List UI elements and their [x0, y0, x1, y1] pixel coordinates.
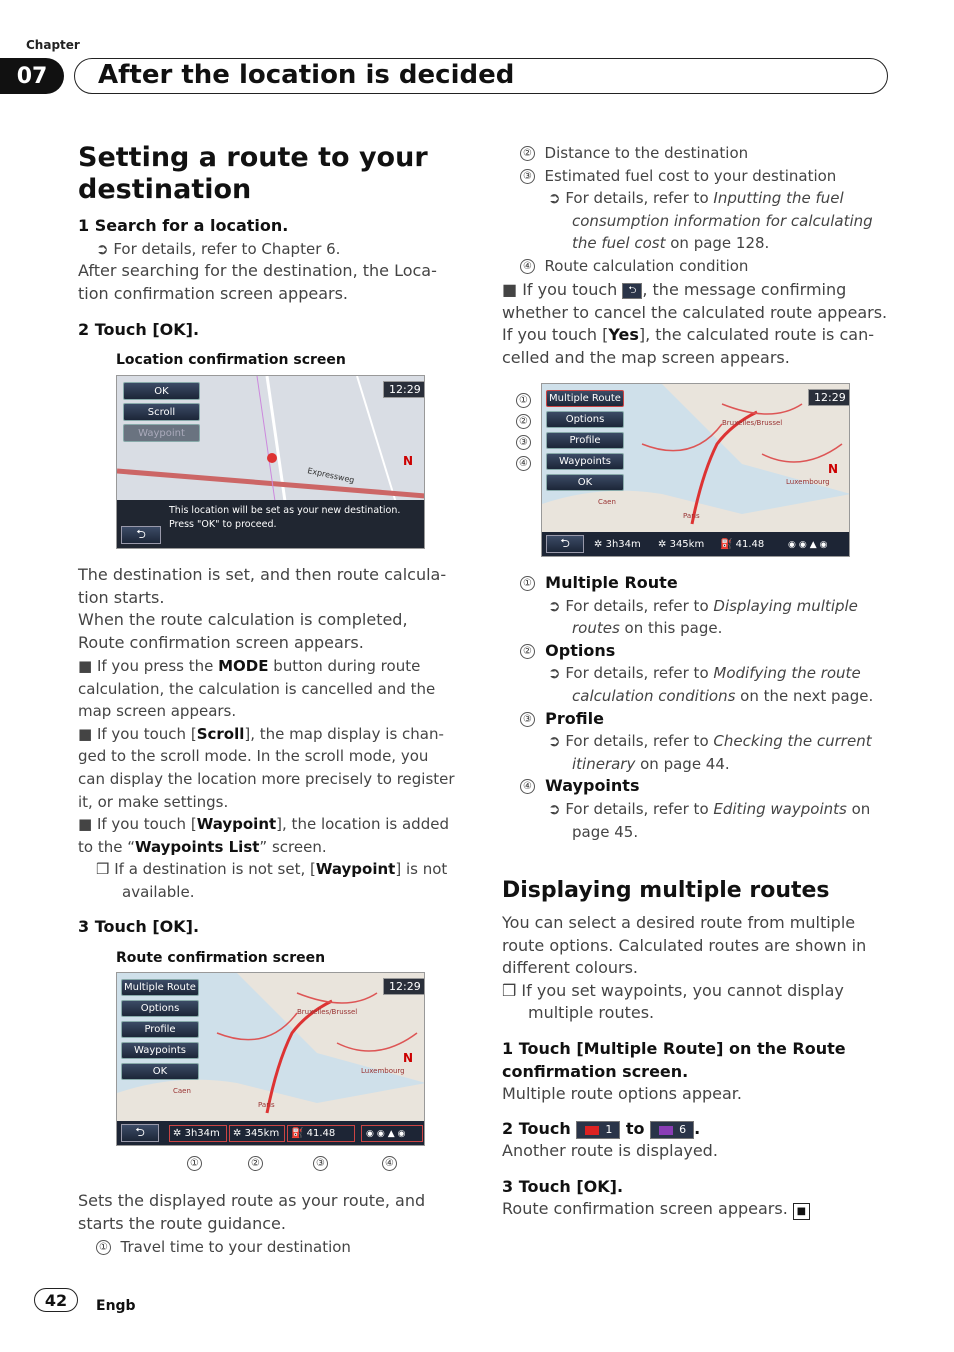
bullet-back: ■ If you touch ⮌ , the message confirming whether to cancel the calculated route appears. If you touch [Yes], the calculated route is can- celled and the map screen appears.	[502, 279, 892, 369]
fuel-cost: ⛽ 41.48	[287, 1125, 355, 1142]
fuel-icon: ⛽	[291, 1128, 304, 1139]
route-color-swatch	[659, 1126, 673, 1135]
note-waypoints: ❒ If you set waypoints, you cannot display	[502, 980, 844, 1000]
text-line: The destination is set, and then route calcula-	[78, 565, 447, 584]
waypoints-button[interactable]: Waypoints	[121, 1042, 199, 1059]
callout-4: ④	[382, 1153, 397, 1172]
right-step-1-body: Multiple route options appear.	[502, 1084, 742, 1103]
text-line: available.	[122, 882, 195, 901]
text-line: page 45.	[572, 822, 639, 841]
language-code: Engb	[96, 1298, 136, 1314]
right-step-2-body: Another route is displayed.	[502, 1141, 718, 1160]
clock: 12:29	[383, 978, 425, 995]
paragraph-4	[502, 912, 892, 1025]
info-bar	[117, 1121, 424, 1145]
text-line: starts the route guidance.	[78, 1213, 286, 1233]
paragraph-2	[78, 564, 478, 654]
caption-route-screen: Route confirmation screen	[116, 950, 326, 966]
route-confirmation-screenshot	[116, 972, 425, 1146]
items-2-4: ② Distance to the destination ③ Estimated fuel cost to your destination ➲ For details, refer to Inputting the fuel consumption information for calculating the fuel cost on page 128. ④ Route calculation condition	[520, 142, 890, 278]
travel-time: ✲ 3h34m	[594, 539, 641, 550]
text-line: route options. Calculated routes are shown in	[502, 935, 867, 955]
north-icon: N	[828, 462, 839, 476]
text-line: it, or make settings.	[78, 792, 229, 811]
ok-button[interactable]: OK	[546, 474, 624, 491]
callout-2: ②	[248, 1153, 263, 1172]
end-mark: ■	[793, 1203, 810, 1220]
city-label: Caen	[598, 498, 616, 506]
route-1-button[interactable]: 1	[576, 1121, 620, 1139]
text-line: can display the location more precisely to register	[78, 769, 455, 788]
back-icon[interactable]: ⮌	[546, 535, 584, 553]
right-step-2: 2 Touch 1 to 6 .	[502, 1119, 701, 1138]
step-1-ref: ➲ For details, refer to Chapter 6.	[96, 240, 341, 258]
text-line: tion confirmation screen appears.	[78, 283, 348, 303]
north-icon: N	[403, 1051, 414, 1065]
city-label: Bruxelles/Brussel	[722, 419, 783, 427]
text-line: When the route calculation is completed,	[78, 610, 408, 630]
right-step-3-body: Route confirmation screen appears. ■	[502, 1198, 810, 1221]
clock: 12:29	[383, 381, 425, 398]
bullet-list	[78, 655, 473, 904]
text-line: celled and the map screen appears.	[502, 347, 790, 367]
text-line: You can select a desired route from multiple	[502, 913, 856, 932]
caption-location-screen: Location confirmation screen	[116, 352, 346, 368]
distance: ✲ 345km	[229, 1125, 285, 1142]
bullet-scroll: ■ If you touch [Scroll], the map display is chan-	[78, 724, 444, 743]
route-color-swatch	[585, 1126, 599, 1135]
waypoint-button[interactable]: Waypoint	[123, 424, 200, 442]
back-icon[interactable]: ⮌	[121, 526, 161, 544]
paragraph-3	[78, 1190, 478, 1235]
step-2: 2 Touch [OK].	[78, 320, 200, 339]
city-label: Paris	[258, 1101, 275, 1109]
clock-icon: ✲	[173, 1128, 182, 1139]
page-number: 42	[34, 1288, 78, 1312]
city-label: Luxembourg	[786, 478, 830, 486]
right-step-3: 3 Touch [OK].	[502, 1177, 624, 1196]
city-label: Bruxelles/Brussel	[297, 1008, 358, 1016]
profile-button[interactable]: Profile	[546, 432, 624, 449]
message-line2: Press "OK" to proceed.	[169, 519, 277, 530]
location-confirmation-screenshot	[116, 375, 425, 549]
bullet-waypoint: ■ If you touch [Waypoint], the location is added	[78, 815, 449, 834]
subsection-title: Displaying multiple routes	[502, 878, 830, 903]
text-line: ged to the scroll mode. In the scroll mode, you	[78, 747, 429, 766]
step-3: 3 Touch [OK].	[78, 917, 200, 936]
multiple-route-button[interactable]: Multiple Route	[121, 979, 199, 996]
ok-button[interactable]: OK	[123, 382, 200, 400]
item-1: ① Travel time to your destination	[96, 1236, 351, 1259]
north-icon: N	[403, 454, 414, 468]
text-line: consumption information for calculating	[572, 211, 873, 230]
chapter-title: After the location is decided	[98, 60, 515, 90]
distance: ✲ 345km	[658, 539, 705, 550]
clock-icon: ✲	[594, 539, 603, 550]
waypoints-button[interactable]: Waypoints	[546, 453, 624, 470]
back-icon: ⮌	[622, 283, 642, 299]
options-button[interactable]: Options	[121, 1000, 199, 1017]
button-descriptions: ① Multiple Route ➲ For details, refer to Displaying multiple routes on this page. ② Options ➲ For details, refer to Modifying the route calculation conditions on the next page. ③ Profile ➲ For details, refer to Checking the current itinerary on page 44. ④ Waypoints ➲ For details, refer to Editing waypoints on page 45.	[520, 572, 890, 843]
profile-button[interactable]: Profile	[121, 1021, 199, 1038]
road-label: Expressweg	[306, 466, 356, 485]
note-waypoint: ❒ If a destination is not set, [Waypoint] is not	[96, 860, 448, 879]
distance-icon: ✲	[658, 539, 667, 550]
text-line: whether to cancel the calculated route appears.	[502, 302, 888, 322]
text-line: multiple routes.	[528, 1003, 655, 1023]
multiple-route-button[interactable]: Multiple Route	[546, 390, 624, 407]
step-1: 1 Search for a location.	[78, 216, 289, 235]
text-line: to the “Waypoints List” screen.	[78, 837, 327, 856]
ok-button[interactable]: OK	[121, 1063, 199, 1080]
info-bar	[542, 532, 849, 556]
text-line: 1 Touch [Multiple Route] on the Route	[502, 1039, 846, 1058]
chapter-label: Chapter	[26, 38, 80, 52]
text-line: Route confirmation screen appears.	[78, 632, 364, 652]
callout-column: ① ② ③ ④	[516, 390, 531, 474]
city-label: Paris	[683, 512, 700, 520]
text-line: confirmation screen.	[502, 1061, 689, 1081]
text-line: After searching for the destination, the Loca-	[78, 261, 437, 280]
text-line: different colours.	[502, 958, 638, 978]
clock: 12:29	[808, 389, 850, 406]
message-line1: This location will be set as your new destination.	[169, 505, 401, 516]
back-icon[interactable]: ⮌	[121, 1124, 159, 1142]
scroll-button[interactable]: Scroll	[123, 403, 200, 421]
callout-1: ①	[187, 1153, 202, 1172]
multiple-route-screenshot	[541, 383, 850, 557]
distance-icon: ✲	[233, 1128, 242, 1139]
travel-time: ✲ 3h34m	[169, 1125, 227, 1142]
fuel-cost: ⛽ 41.48	[720, 539, 765, 550]
section-title	[78, 142, 428, 206]
section-title-line1: Setting a route to your	[78, 142, 428, 173]
paragraph-1	[78, 260, 468, 305]
section-title-line2: destination	[78, 174, 252, 205]
options-button[interactable]: Options	[546, 411, 624, 428]
callout-3: ③	[313, 1153, 328, 1172]
fuel-icon: ⛽	[720, 539, 733, 550]
chapter-number: 07	[0, 58, 64, 94]
text-line: Sets the displayed route as your route, and	[78, 1191, 426, 1210]
city-label: Luxembourg	[361, 1067, 405, 1075]
route-condition-icons[interactable]: ◉◉▲◉	[361, 1125, 423, 1142]
city-label: Caen	[173, 1087, 191, 1095]
route-6-button[interactable]: 6	[650, 1121, 694, 1139]
message-bar	[117, 500, 424, 548]
text-line: tion starts.	[78, 587, 165, 607]
text-line: calculation, the calculation is cancelled and the	[78, 679, 436, 698]
bullet-mode: ■ If you press the MODE button during route	[78, 657, 421, 675]
route-condition-icons[interactable]: ◉◉▲◉	[788, 539, 831, 550]
text-line: map screen appears.	[78, 702, 237, 721]
right-step-1	[502, 1038, 846, 1083]
